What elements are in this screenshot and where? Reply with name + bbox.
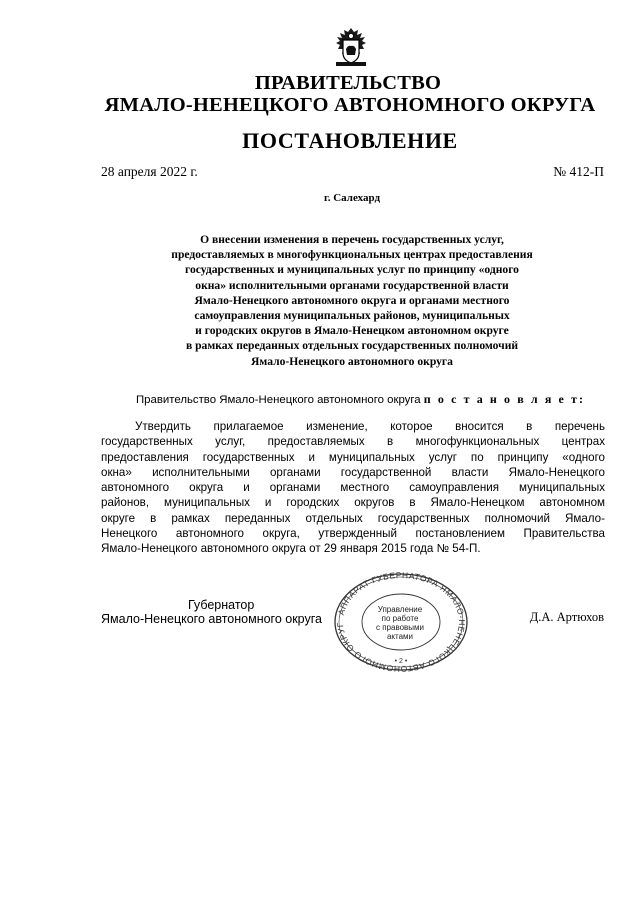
body-line: округе в рамках переданных отдельных государственных полномочий Ямало- xyxy=(101,511,605,525)
subject-line: государственных и муниципальных услуг по принципу «одного xyxy=(185,263,519,277)
subject-line: окна» исполнительными органами государственной власти xyxy=(195,278,509,292)
body-line: государственных услуг, предоставляемых в многофункциональных центрах xyxy=(101,435,605,449)
body-line: Ямало-Ненецкого автономного округа от 29 января 2015 года № 54-П. xyxy=(101,542,481,555)
body-line: районов, муниципальных и городских округов в Ямало-Ненецком автономном xyxy=(101,496,605,510)
signatory-name: Д.А. Артюхов xyxy=(529,610,604,624)
body-line: окна» исполнительными органами государственной власти Ямало-Ненецкого xyxy=(101,465,605,479)
body-line: предоставления государственных и муниципальных услуг по принципу «одного xyxy=(101,450,605,464)
subject-line: и городских округов в Ямало-Ненецком автономном округе xyxy=(195,324,509,338)
seal-center-line: по работе xyxy=(381,614,419,623)
document-subject xyxy=(112,232,592,369)
preamble xyxy=(136,392,585,407)
document-body xyxy=(101,419,605,556)
body-line: Ненецкого автономного округа, утвержденный постановлением Правительства xyxy=(101,526,605,540)
subject-line: в рамках переданных отдельных государственных полномочий xyxy=(185,339,519,353)
document-type-title: ПОСТАНОВЛЕНИЕ xyxy=(242,128,458,153)
document-date: 28 апреля 2022 г. xyxy=(101,164,198,179)
document-number: № 412-П xyxy=(553,164,604,179)
subject-line: предоставляемых в многофункциональных центрах предоставления xyxy=(171,248,533,262)
decree-word: п о с т а н о в л я е т: xyxy=(423,392,586,406)
subject-line: Ямало-Ненецкого автономного округа и органами местного xyxy=(194,293,510,307)
document-city: г. Салехард xyxy=(323,192,381,204)
signatory-position-line1: Губернатор xyxy=(188,598,255,612)
coat-of-arms-icon xyxy=(331,27,371,69)
seal-center-line: с правовыми xyxy=(375,623,425,632)
seal-center-line: Управление xyxy=(377,605,423,614)
seal-number: • 2 • xyxy=(394,658,408,665)
subject-line: самоуправления муниципальных районов, муниципальных xyxy=(194,309,510,323)
seal-center-text xyxy=(364,605,436,641)
seal-ring-text: АППАРАТ ГУБЕРНАТОРА ЯМАЛО-НЕНЕЦКОГО АВТОНОМНОГО ОКРУГ xyxy=(334,572,468,672)
government-name-line2: ЯМАЛО-НЕНЕЦКОГО АВТОНОМНОГО ОКРУГА xyxy=(104,94,596,116)
government-name-line1: ПРАВИТЕЛЬСТВО xyxy=(254,72,442,94)
preamble-text: Правительство Ямало-Ненецкого автономного округа xyxy=(136,394,421,406)
seal-center-line: актами xyxy=(386,632,414,641)
signatory-position-line2: Ямало-Ненецкого автономного округа xyxy=(101,612,322,626)
body-line: Утвердить прилагаемое изменение, которое вносится в перечень xyxy=(135,420,605,433)
subject-line: Ямало-Ненецкого автономного округа xyxy=(251,354,453,368)
subject-line: О внесении изменения в перечень государственных услуг, xyxy=(200,233,504,246)
body-line: автономного округа и органами местного самоуправления муниципальных xyxy=(101,481,605,494)
